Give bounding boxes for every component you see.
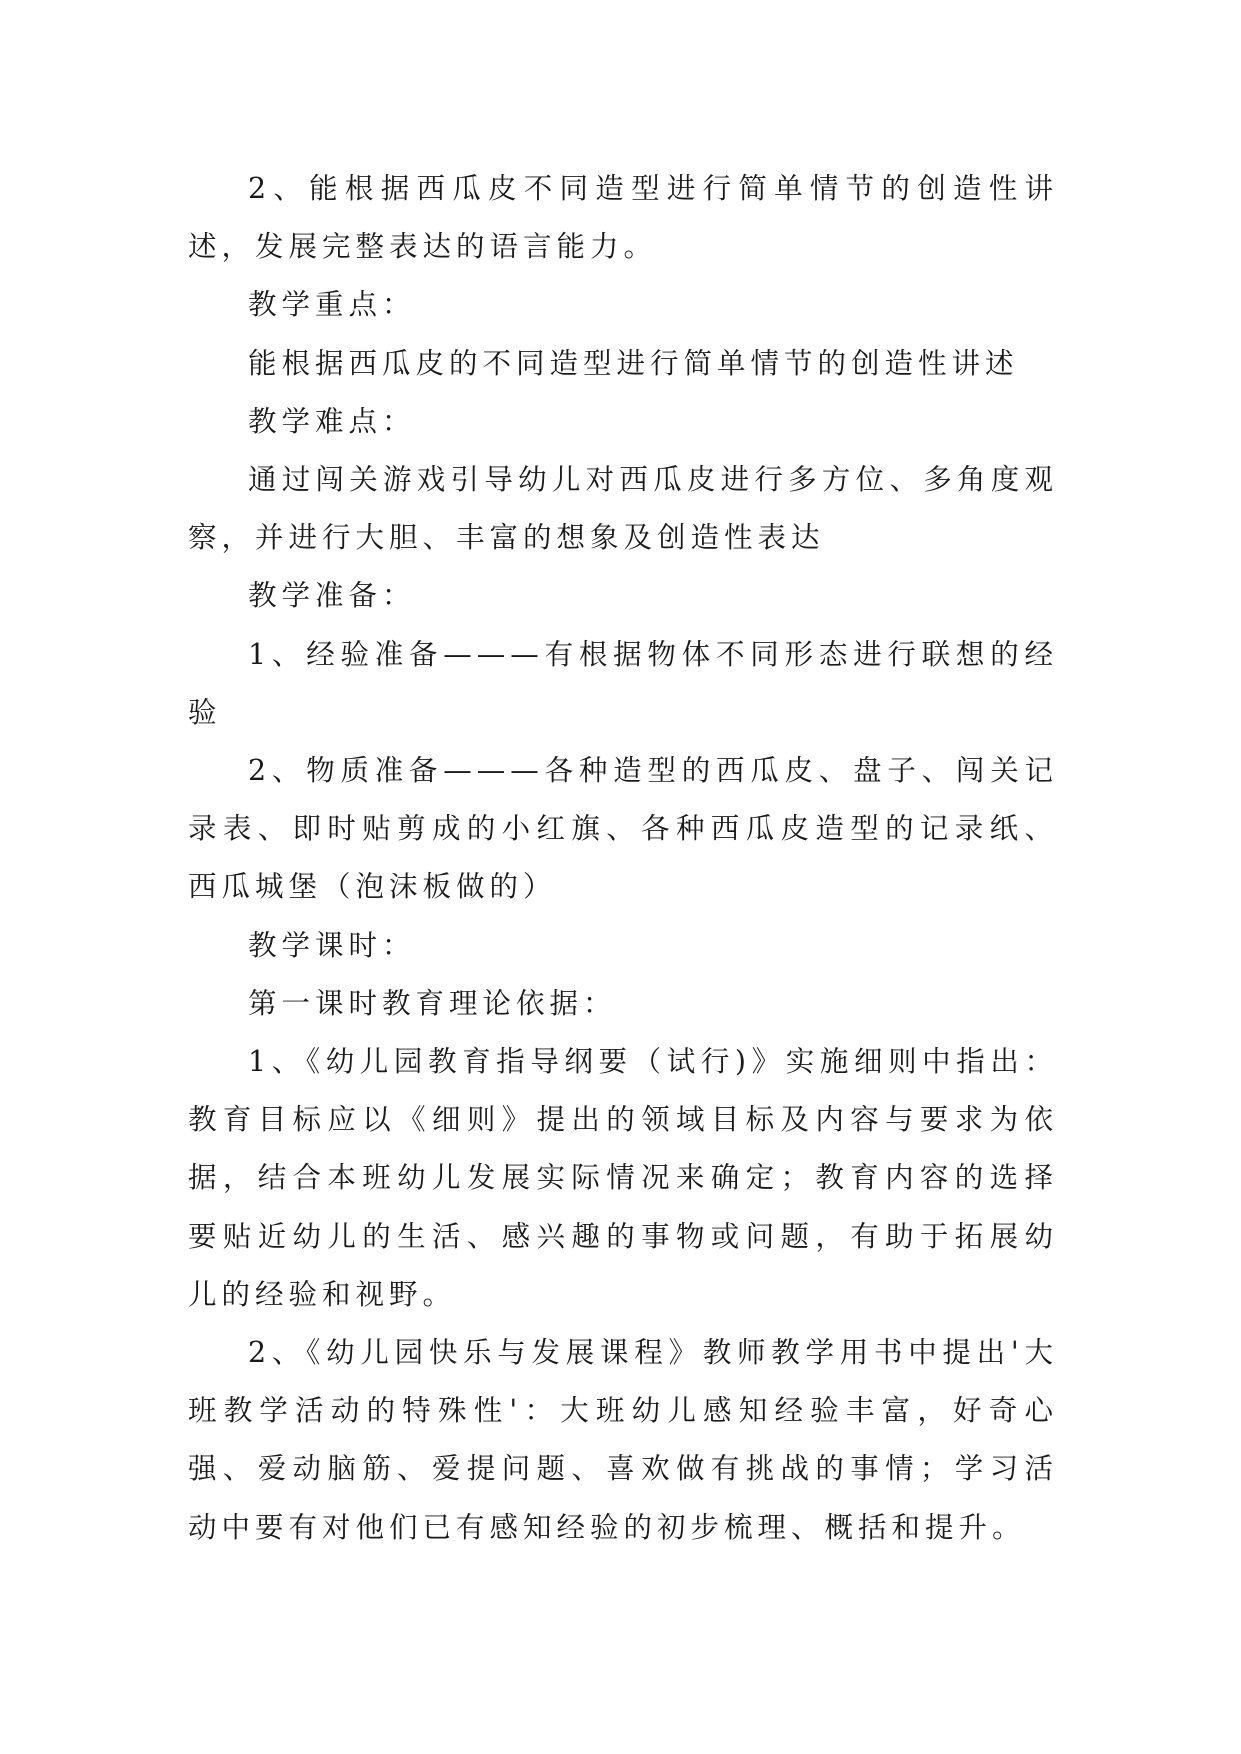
heading-teaching-difficulty: 教学难点：	[248, 404, 416, 438]
paragraph-preparation-materials: 2、物质准备———各种造型的西瓜皮、盘子、闯关记录表、即时贴剪成的小红旗、各种西瓜皮造型的记录纸、西瓜城堡（泡沫板做的）	[188, 754, 1058, 904]
document-body	[188, 160, 1058, 1557]
heading-teaching-preparation: 教学准备：	[248, 579, 416, 613]
heading-teaching-periods: 教学课时：	[248, 928, 416, 962]
heading-teaching-focus: 教学重点：	[248, 288, 416, 322]
paragraph-theory-2: 2、《幼儿园快乐与发展课程》教师教学用书中提出'大班教学活动的特殊性'：大班幼儿感知经验丰富，好奇心强、爱动脑筋、爱提问题、喜欢做有挑战的事情；学习活动中要有对他们已有感知经验的初步梳理、概括和提升。	[188, 1336, 1058, 1544]
paragraph-preparation-experience: 1、经验准备———有根据物体不同形态进行联想的经验	[188, 637, 1058, 729]
paragraph-objective-2: 2、能根据西瓜皮不同造型进行简单情节的创造性讲述，发展完整表达的语言能力。	[188, 172, 1058, 264]
heading-first-period-theory: 第一课时教育理论依据：	[248, 986, 617, 1020]
paragraph-teaching-focus: 能根据西瓜皮的不同造型进行简单情节的创造性讲述	[248, 346, 1019, 380]
paragraph-teaching-difficulty: 通过闯关游戏引导幼儿对西瓜皮进行多方位、多角度观察，并进行大胆、丰富的想象及创造性表达	[188, 463, 1058, 555]
paragraph-theory-1: 1、《幼儿园教育指导纲要（试行)》实施细则中指出：教育目标应以《细则》提出的领域目标及内容与要求为依据，结合本班幼儿发展实际情况来确定；教育内容的选择要贴近幼儿的生活、感兴趣的事物或问题，有助于拓展幼儿的经验和视野。	[188, 1045, 1058, 1311]
